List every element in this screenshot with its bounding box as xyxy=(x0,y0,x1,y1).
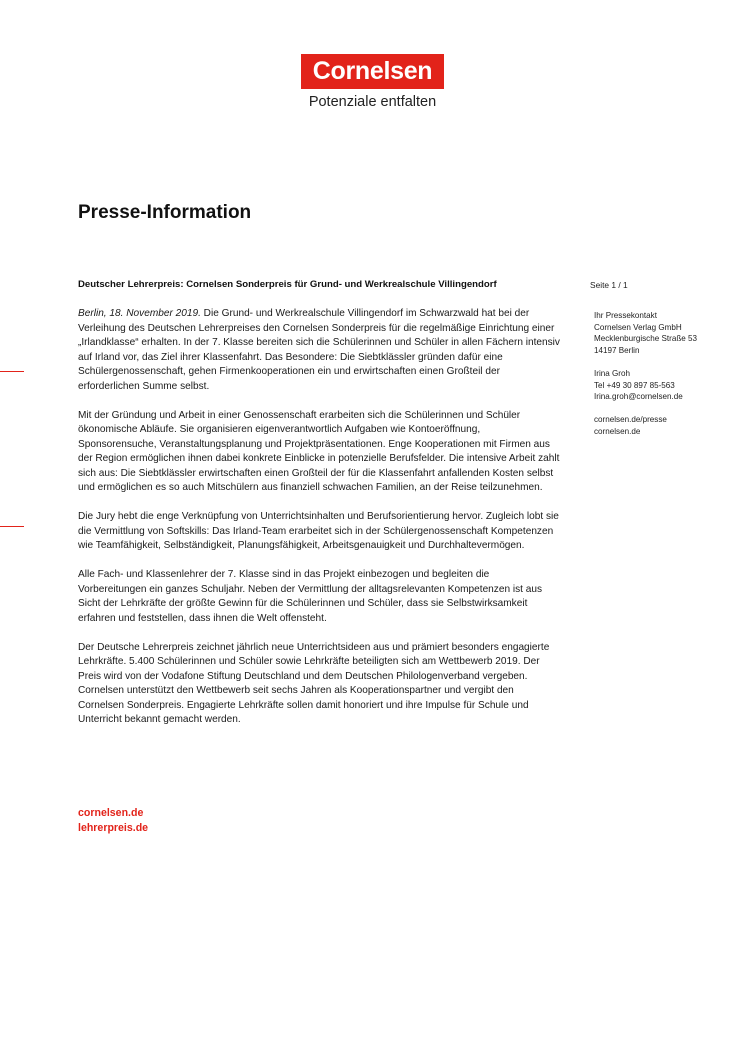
body-paragraph-1 xyxy=(78,307,560,394)
press-body xyxy=(78,307,560,742)
contact-web xyxy=(594,414,734,437)
contact-person-block xyxy=(594,368,734,403)
footer-links xyxy=(78,806,148,836)
contact-street: Mecklenburgische Straße 53 xyxy=(594,334,698,344)
fold-mark-upper xyxy=(0,371,24,372)
body-paragraph-4: Alle Fach- und Klassenlehrer der 7. Klasse sind in das Projekt einbezogen und begleiten die Vorbereitungen ein ganzes Schuljahr. Neben der Vermittlung der alltagsrelevanten Kompetenzen ist aus Sicht der Lehrkräfte der größte Gewinn für die Schülerinnen und Schüler, dass sie Selbstwirksamkeit erfahren und feststellen, dass ihnen die Welt offensteht. xyxy=(78,569,543,624)
page-title: Presse-Information xyxy=(78,202,252,223)
contact-address xyxy=(594,310,734,356)
page-number: Seite 1 / 1 xyxy=(590,280,628,290)
contact-email[interactable]: Irina.groh@cornelsen.de xyxy=(594,392,683,402)
link-lehrerpreis[interactable]: lehrerpreis.de xyxy=(78,822,149,834)
link-cornelsen[interactable]: cornelsen.de xyxy=(78,807,144,819)
contact-label: Ihr Pressekontakt xyxy=(594,311,657,320)
press-headline: Deutscher Lehrerpreis: Cornelsen Sonderpreis für Grund- und Werkrealschule Villingendorf xyxy=(78,279,497,290)
paragraph-1-text: Die Grund- und Werkrealschule Villingendorf im Schwarzwald hat bei der Verleihung des Deutschen Lehrerpreises den Cornelsen Sonderpreis für die regelmäßige Einrichtung einer „Irlandklasse“ erhalten. In der 7. Klasse bereiten sich die Schülerinnen und Schüler in allen Fächern intensiv auf Irland vor, das Ziel ihrer Klassenfahrt. Das Besondere: Die Siebtklässler gründen dafür eine Schülergenossenschaft, gehen Firmenkooperationen ein und erwirtschaften einen Großteil der erforderlichen Summe selbst. xyxy=(78,308,560,392)
contact-web-presse[interactable]: cornelsen.de/presse xyxy=(594,415,667,425)
body-paragraph-5: Der Deutsche Lehrerpreis zeichnet jährlich neue Unterrichtsideen aus und prämiert besonders engagierte Lehrkräfte. 5.400 Schülerinnen und Schüler sowie Lehrkräfte beteiligten sich am Wettbewerb 2019. Der Preis wird von der Vodafone Stiftung Deutschland und dem Deutschen Philologenverband vergeben. Cornelsen unterstützt den Wettbewerb seit sechs Jahren als Kooperationspartner und vergibt den Cornelsen Sonderpreis. Engagierte Lehrkräfte sollen damit honoriert und ihre Impulse für Schule und Unterricht bekannt gemacht werden. xyxy=(78,641,550,725)
body-paragraph-2: Mit der Gründung und Arbeit in einer Genossenschaft erarbeiten sich die Schülerinnen und Schüler ökonomische Abläufe. Sie organisieren eigenverantwortlich Aufgaben wie Kontoeröffnung, Sponsorensuche, Veranstaltungsplanung und Projektpräsentationen. Enge Kooperationen mit Firmen aus der Region ermöglichen ihnen dabei konkrete Einblicke in potenzielle Berufsfelder. Die intensive Arbeit zahlt sich aus: Die Siebtklässler erwirtschaften einen Großteil der für die Klassenfahrt anfallenden Kosten selbst und ermöglichen es so auch Mitschülern aus finanziell schwachen Familien, an der Reise teilzunehmen. xyxy=(78,409,560,493)
cornelsen-logo: Cornelsen xyxy=(301,54,444,89)
fold-mark-lower xyxy=(0,526,24,527)
contact-phone[interactable]: Tel +49 30 897 85-563 xyxy=(594,380,675,390)
contact-city: 14197 Berlin xyxy=(594,345,640,355)
contact-person: Irina Groh xyxy=(594,368,630,378)
contact-web-home[interactable]: cornelsen.de xyxy=(594,426,641,436)
contact-company: Cornelsen Verlag GmbH xyxy=(594,322,682,332)
logo-tagline: Potenziale entfalten xyxy=(308,94,437,110)
dateline: Berlin, 18. November 2019. xyxy=(78,308,201,319)
press-contact xyxy=(594,310,734,449)
body-paragraph-3: Die Jury hebt die enge Verknüpfung von Unterrichtsinhalten und Berufsorientierung hervor. Zugleich lobt sie die Vermittlung von Softskills: Das Irland-Team erarbeitet sich in der Schülergenossenschaft Kompetenzen wie Teamfähigkeit, Selbständigkeit, Planungsfähigkeit, Arbeitsgenauigkeit und Durchhaltevermögen. xyxy=(78,511,559,551)
